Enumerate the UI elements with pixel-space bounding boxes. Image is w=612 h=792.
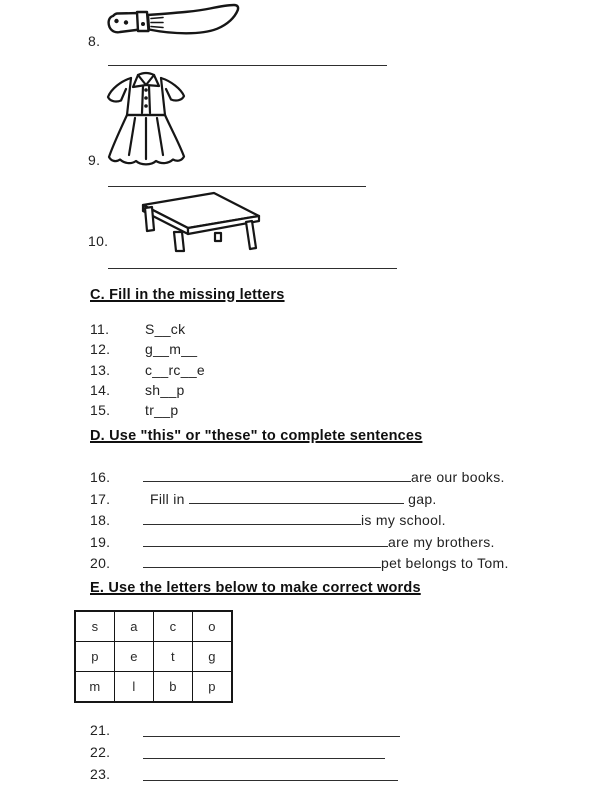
letter-cell: t [154,642,193,672]
item-19-sentence: are my brothers. [143,534,495,550]
item-21-number: 21. [90,722,111,738]
item-11-word: S__ck [145,321,186,337]
item-19-blank [143,534,388,547]
letter-cell: c [154,611,193,642]
item-10-number: 10. [88,233,109,249]
table-image [139,191,263,255]
item-17-blank [189,491,404,504]
item-18-sentence: is my school. [143,512,446,528]
item-9-number: 9. [88,152,101,168]
item-20-sentence: pet belongs to Tom. [143,555,509,571]
item-13-number: 13. [90,362,111,378]
section-c-title: C. Fill in the missing letters [90,287,285,303]
item-22-answer-line [143,758,385,759]
item-15-word: tr__p [145,402,179,418]
item-12-number: 12. [90,341,111,357]
item-16-sentence: are our books. [143,469,505,485]
letter-cell: g [193,642,233,672]
item-9-answer-line [108,186,366,187]
item-20-number: 20. [90,555,111,571]
item-23-number: 23. [90,766,111,782]
item-22-number: 22. [90,744,111,760]
item-23-answer-line [143,780,398,781]
item-8-answer-line [108,65,387,66]
item-17-number: 17. [90,491,111,507]
item-11-number: 11. [90,321,110,337]
letter-grid-row [75,642,232,672]
letter-cell: o [193,611,233,642]
item-20-blank [143,555,381,568]
item-8-number: 8. [88,33,101,49]
letter-cell: m [75,672,115,703]
item-15-number: 15. [90,402,111,418]
letter-cell: e [115,642,154,672]
letter-cell: b [154,672,193,703]
item-13-word: c__rc__e [145,362,205,378]
letter-cell: l [115,672,154,703]
dress-image [101,70,191,171]
section-d-title: D. Use "this" or "these" to complete sentences [90,428,423,444]
letter-cell: s [75,611,115,642]
item-18-number: 18. [90,512,111,528]
item-17-sentence: Fill in gap. [150,491,437,507]
item-16-blank [143,469,411,482]
letter-cell: a [115,611,154,642]
letter-grid-row [75,611,232,642]
item-14-number: 14. [90,382,111,398]
section-e-title: E. Use the letters below to make correct words [90,580,421,596]
item-12-word: g__m__ [145,341,198,357]
item-21-answer-line [143,736,400,737]
item-14-word: sh__p [145,382,185,398]
letter-cell: p [193,672,233,703]
machete-image [106,3,256,49]
item-10-answer-line [108,268,397,269]
item-16-number: 16. [90,469,111,485]
letter-grid [74,610,233,703]
item-19-number: 19. [90,534,111,550]
item-18-blank [143,512,361,525]
letter-cell: p [75,642,115,672]
letter-grid-row [75,672,232,703]
